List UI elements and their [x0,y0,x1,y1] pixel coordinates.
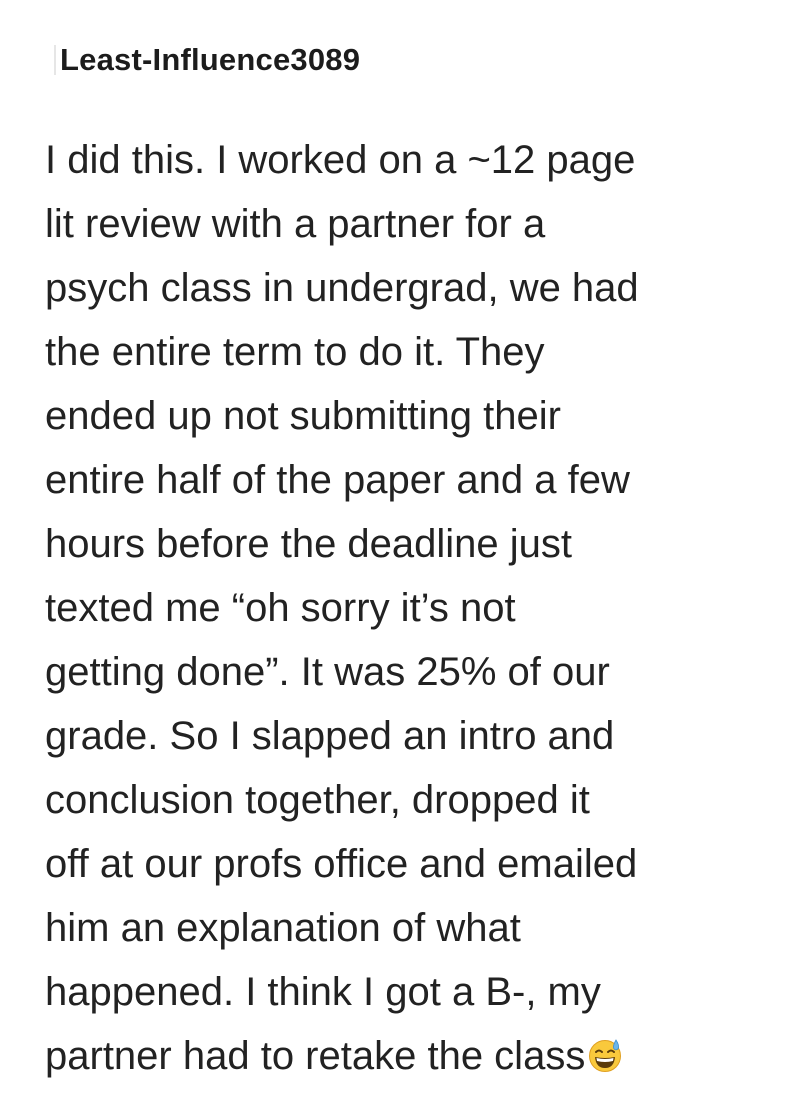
comment-line: hours before the deadline just [45,522,573,566]
comment-header [54,40,360,80]
comment-line: psych class in undergrad, we had [45,266,639,310]
comment-body [45,128,785,1088]
comment-line: entire half of the paper and a few [45,458,630,502]
comment-line: the entire term to do it. They [45,330,545,374]
comment-line: conclusion together, dropped it [45,778,590,822]
grinning-face-with-sweat-icon [587,1037,623,1073]
comment-line: texted me “oh sorry it’s not [45,586,516,630]
comment-line: I did this. I worked on a ~12 page [45,138,636,182]
comment-line: grade. So I slapped an intro and [45,714,615,758]
username-divider [54,45,56,75]
comment-line-text: partner had to retake the class [45,1034,586,1078]
username-link[interactable]: Least-Influence3089 [60,42,361,77]
comment-line: him an explanation of what [45,906,521,950]
comment-line: ended up not submitting their [45,394,561,438]
comment-last-line [45,1024,785,1088]
comment-line: happened. I think I got a B-, my [45,970,601,1014]
comment-line: lit review with a partner for a [45,202,546,246]
comment-line: getting done”. It was 25% of our [45,650,610,694]
comment-line: off at our profs office and emailed [45,842,638,886]
